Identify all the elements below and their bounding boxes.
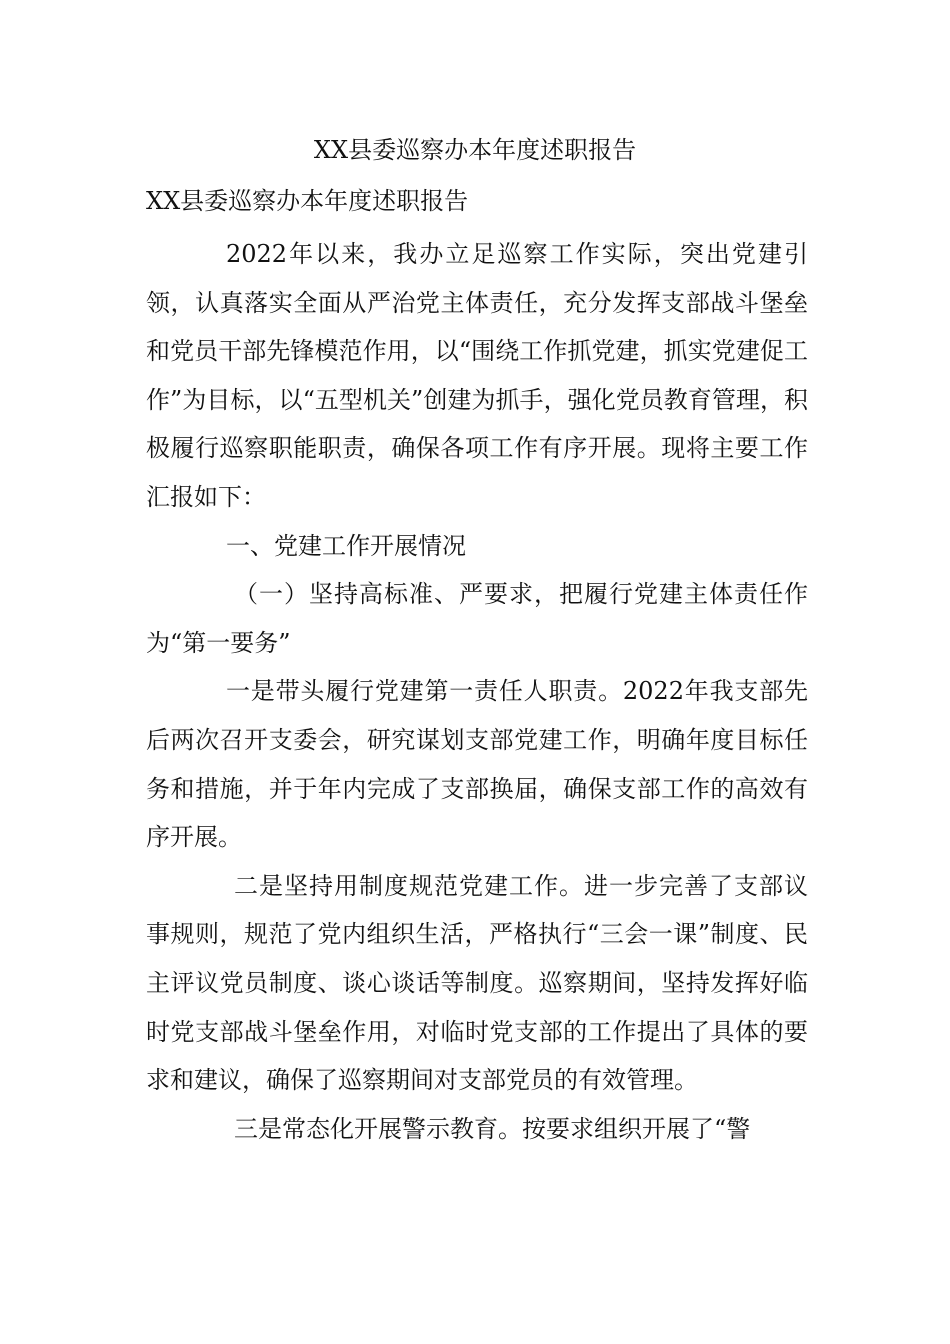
paragraph-item-3: 三是常态化开展警示教育。按要求组织开展了“警 bbox=[234, 1114, 751, 1143]
paragraph-intro: 2022年以来，我办立足巡察工作实际，突出党建引领，认真落实全面从严治党主体责任，充分发挥支部战斗堡垒和党员干部先锋模范作用，以“围绕工作抓党建，抓实党建促工作”为目标，以“五型机关”创建为抓手，强化党员教育管理，积极履行巡察职能职责，确保各项工作有序开展。现将主要工作汇报如下： bbox=[146, 240, 808, 511]
paragraph-item-1: 一是带头履行党建第一责任人职责。2022年我支部先后两次召开支委会，研究谋划支部党建工作，明确年度目标任务和措施，并于年内完成了支部换届，确保支部工作的高效有序开展。 bbox=[146, 677, 808, 852]
document-subtitle: XX县委巡察办本年度述职报告 bbox=[146, 187, 469, 215]
section-heading: 一、党建工作开展情况 bbox=[226, 531, 466, 560]
subsection-heading: （一）坚持高标准、严要求，把履行党建主体责任作为“第一要务” bbox=[146, 580, 808, 657]
document-title: XX县委巡察办本年度述职报告 bbox=[313, 136, 637, 164]
document-body bbox=[146, 230, 808, 1153]
paragraph-item-2: 二是坚持用制度规范党建工作。进一步完善了支部议事规则，规范了党内组织生活，严格执行“三会一课”制度、民主评议党员制度、谈心谈话等制度。巡察期间，坚持发挥好临时党支部战斗堡垒作用，对临时党支部的工作提出了具体的要求和建议，确保了巡察期间对支部党员的有效管理。 bbox=[146, 871, 808, 1095]
